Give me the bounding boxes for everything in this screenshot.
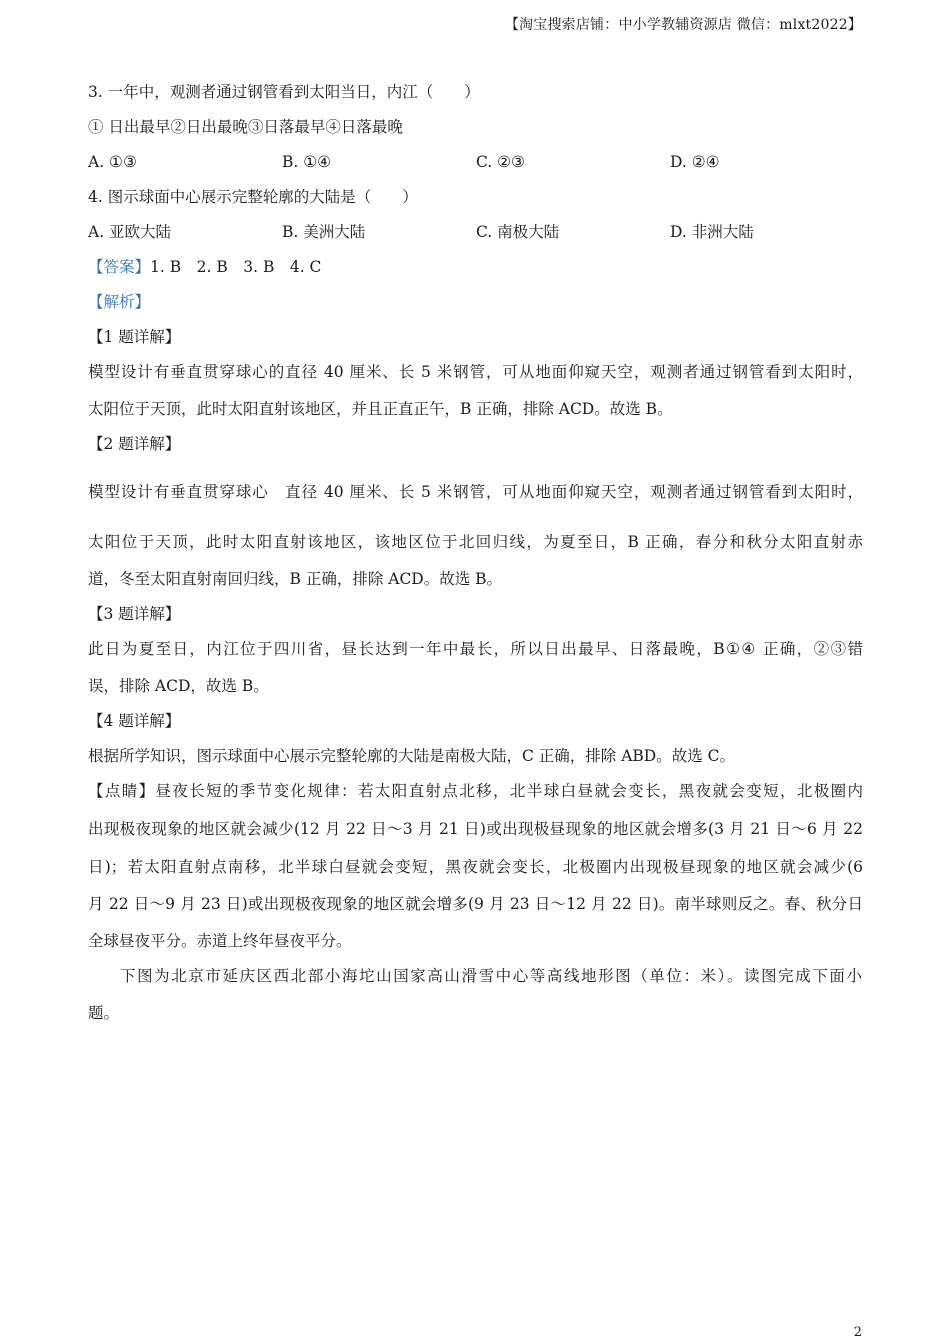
detail-2-line-3: 道，冬至太阳直射南回归线，B 正确，排除 ACD。故选 B。 [88,570,503,588]
q4-stem: 4. 图示球面中心展示完整轮廓的大陆是（ ） [88,188,418,206]
q4-option-c: C. 南极大陆 [476,223,560,241]
q3-items: ① 日出最早②日出最晚③日落最早④日落最晚 [88,118,403,136]
detail-1-line-1: 模型设计有垂直贯穿球心的直径 40 厘米、长 5 米钢管，可从地面仰窥天空，观测者通过钢管看到太阳时， [88,363,863,381]
q3-option-d: D. ②④ [670,153,720,171]
tip-line-3: 日)；若太阳直射点南移，北半球白昼就会变短，黑夜就会变长，北极圈内出现极昼现象的地区就会减少(6 [88,858,863,876]
detail-4-line-1: 根据所学知识，图示球面中心展示完整轮廓的大陆是南极大陆，C 正确，排除 ABD。故选 C。 [88,747,736,765]
answer-line [88,257,863,277]
tip-line-5: 全球昼夜平分。赤道上终年昼夜平分。 [88,932,352,950]
tip-text-1: 昼夜长短的季节变化规律：若太阳直射点北移，北半球白昼就会变长，黑夜就会变短，北极圈内 [155,782,863,800]
detail-2-line-2: 太阳位于天顶，此时太阳直射该地区，该地区位于北回归线，为夏至日，B 正确，春分和秋分太阳直射赤 [88,533,863,551]
page-number: 2 [853,1325,862,1340]
page-header: 【淘宝搜索店铺：中小学教辅资源店 微信：mlxt2022】 [504,17,862,33]
q3-stem: 3. 一年中，观测者通过钢管看到太阳当日，内江（ ） [88,83,480,101]
detail-1-title: 【1 题详解】 [88,328,181,346]
q4-option-a: A. 亚欧大陆 [88,223,172,241]
detail-3-line-2: 误，排除 ACD，故选 B。 [88,677,269,695]
detail-1-line-2: 太阳位于天顶，此时太阳直射该地区，并且正直正午，B 正确，排除 ACD。故选 B。 [88,400,673,418]
q4-option-b: B. 美洲大陆 [282,223,366,241]
tip-line-1 [88,781,863,801]
detail-3-line-1: 此日为夏至日，内江位于四川省，昼长达到一年中最长，所以日出最早、日落最晚，B①④ 正确，②③错 [88,640,863,658]
q3-option-c: C. ②③ [476,153,525,171]
answer-tag: 【答案】 [88,258,151,276]
detail-4-title: 【4 题详解】 [88,712,181,730]
answer-text: 1. B 2. B 3. B 4. C [150,258,322,276]
q3-option-b: B. ①④ [282,153,332,171]
detail-2-title: 【2 题详解】 [88,435,181,453]
tip-line-2: 出现极夜现象的地区就会减少(12 月 22 日～3 月 21 日)或出现极昼现象的地区就会增多(3 月 21 日～6 月 22 [88,820,863,838]
detail-3-title: 【3 题详解】 [88,605,181,623]
tip-line-4: 月 22 日～9 月 23 日)或出现极夜现象的地区就会增多(9 月 23 日～12 月 22 日)。南半球则反之。春、秋分日 [88,895,863,913]
intro-line-1: 下图为北京市延庆区西北部小海坨山国家高山滑雪中心等高线地形图（单位：米）。读图完成下面小 [120,967,862,985]
analysis-tag: 【解析】 [88,293,151,311]
detail-2-line-1: 模型设计有垂直贯穿球心 直径 40 厘米、长 5 米钢管，可从地面仰窥天空，观测者通过钢管看到太阳时， [88,483,863,501]
q4-option-d: D. 非洲大陆 [670,223,754,241]
q3-option-a: A. ①③ [88,153,137,171]
tip-tag: 【点睛】 [88,782,156,800]
intro-line-2: 题。 [88,1004,120,1022]
